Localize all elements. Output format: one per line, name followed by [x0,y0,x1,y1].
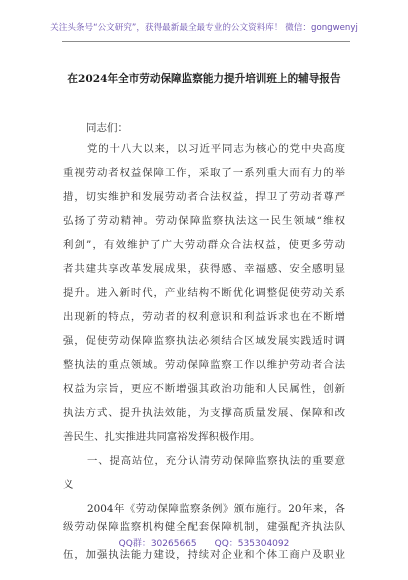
paragraph-line: 提升。进入新时代，产业结构不断优化调整促使劳动关系 [63,287,345,299]
paragraph-line: 级劳动保障监察机构健全配套保障机制，建强配齐执法队 [63,521,345,533]
footer-qq-group: QQ群：30265665 [118,539,197,549]
header-promo-note: 关注头条号“公文研究”，获得最新最全最专业的公文资料库！ 微信：gongwenyj [50,23,358,33]
paragraph-line: 执法方式、提升执法效能，为支撑高质量发展、保障和改 [63,407,345,419]
paragraph-line: 2004年《劳动保障监察条例》颁布施行。20年来，各 [87,503,345,515]
paragraph-line: 善民生、扎实推进共同富裕发挥积极作用。 [63,431,261,443]
paragraph-line: 党的十八大以来，以习近平同志为核心的党中央高度 [87,143,345,155]
paragraph-line: 重视劳动者权益保障工作，采取了一系列重大而有力的举 [63,167,345,179]
paragraph-line: 措，切实维护和发展劳动者合法权益，捍卫了劳动者尊严 [63,191,345,203]
paragraph-line: 弘扬了劳动精神。劳动保障监察执法这一民生领域“维权 [63,215,345,227]
section-heading-line: 一、提高站位，充分认清劳动保障监察执法的重要意 [87,455,345,467]
salutation: 同志们： [86,122,128,134]
document-title: 在2024年全市劳动保障监察能力提升培训班上的辅导报告 [67,73,341,85]
paragraph-line: 者共建共享改革发展成果，获得感、幸福感、安全感明显 [63,263,345,275]
paragraph-line: 强，促使劳动保障监察执法必须结合区域发展实践适时调 [63,335,345,347]
header-divider [62,41,350,42]
paragraph-line: 伍，加强执法能力建设，持续对企业和个体工商户及职业 [63,549,345,561]
paragraph-line: 出现新的特点，劳动者的权利意识和利益诉求也在不断增 [63,311,345,323]
paragraph-line: 整执法的重点领域。劳动保障监察工作以维护劳动者合法 [63,359,345,371]
footer-qq-number: QQ：535304092 [214,539,290,549]
paragraph-line: 利剑”，有效维护了广大劳动群众合法权益，使更多劳动 [63,239,345,251]
paragraph-line: 权益为宗旨，更应不断增强其政治功能和人民属性，创新 [63,383,345,395]
footer-contact [0,536,408,549]
section-heading-line: 义 [63,479,74,491]
